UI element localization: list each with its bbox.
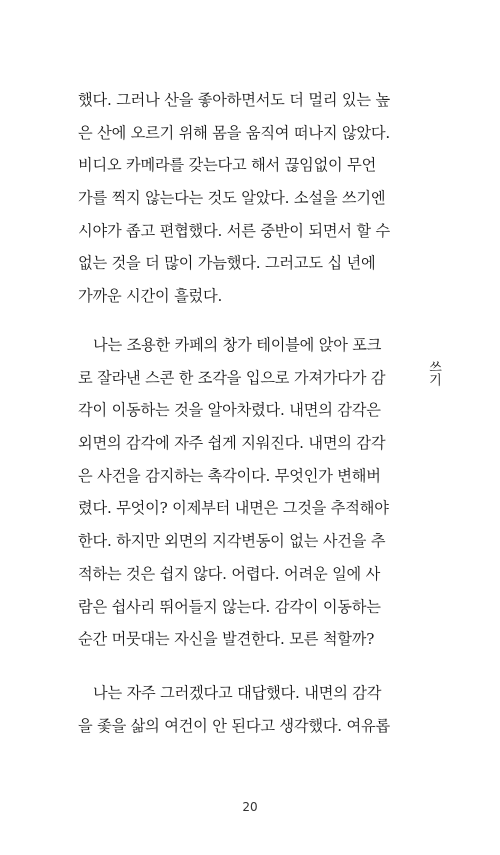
text-line: 가까운 시간이 흘렀다. [78,287,223,306]
text-line: 나는 조용한 카페의 창가 테이블에 앉아 포크 [93,336,382,354]
text-line: 로 잘라낸 스콘 한 조각을 입으로 가져가다가 감 [78,368,386,387]
text-line: 렸다. 무엇이? 이제부터 내면은 그것을 추적해야 [78,499,389,518]
text-line: 적하는 것은 쉽지 않다. 어렵다. 어려운 일에 사 [78,564,381,583]
text-line: 은 산에 오르기 위해 몸을 움직여 떠나지 않았다. [78,123,390,142]
text-line: 한다. 하지만 외면의 지각변동이 없는 사건을 추 [78,532,386,551]
chapter-side-tab: 쓰기 [426,360,441,386]
page-number: 20 [242,800,258,814]
text-line: 순간 머뭇대는 자신을 발견한다. 모른 척할까? [78,630,375,649]
paragraph-1 [78,84,408,313]
text-line: 각이 이동하는 것을 알아차렸다. 내면의 감각은 [78,401,381,420]
text-line: 은 사건을 감지하는 촉각이다. 무엇인가 변해버 [78,466,381,485]
text-line: 나는 자주 그러겠다고 대답했다. 내면의 감각 [93,684,382,702]
paragraph-3 [78,677,408,742]
text-line: 했다. 그러나 산을 좋아하면서도 더 멀리 있는 높 [78,91,390,109]
text-line: 시야가 좁고 편협했다. 서른 중반이 되면서 할 수 [78,221,390,240]
paragraph-2 [78,329,408,656]
text-line: 가를 찍지 않는다는 것도 알았다. 소설을 쓰기엔 [78,189,386,208]
text-line: 외면의 감각에 자주 쉽게 지워진다. 내면의 감각 [78,434,386,453]
text-line: 비디오 카메라를 갖는다고 해서 끊임없이 무언 [78,156,377,175]
text-line: 을 좇을 삶의 여건이 안 된다고 생각했다. 여유롭 [78,716,390,735]
text-line: 없는 것을 더 많이 가늠했다. 그러고도 십 년에 [78,254,376,273]
text-line: 람은 쉽사리 뛰어들지 않는다. 감각이 이동하는 [78,597,381,616]
